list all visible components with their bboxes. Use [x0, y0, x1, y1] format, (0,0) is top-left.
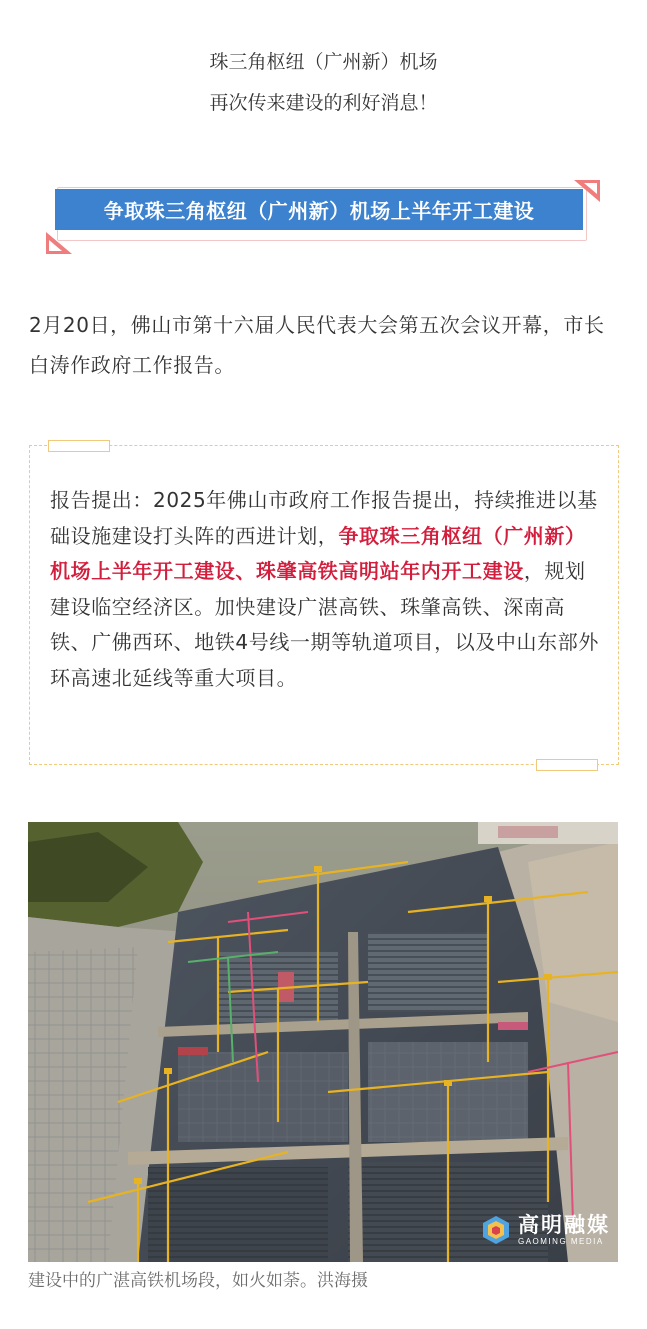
- gaoming-media-logo-icon: [480, 1214, 512, 1246]
- banner-corner-top-right: [572, 178, 602, 206]
- watermark-name: 高明融媒: [518, 1212, 610, 1237]
- watermark: [480, 1214, 610, 1246]
- quote-text-part-2: ，规划建设临空经济区。加快建设广湛高铁、珠肇高铁、深南高铁、广佛西环、地铁4号线一期等轨道项目，以及中山东部外环高速北延线等重大项目。: [50, 559, 599, 690]
- intro-line-1: 珠三角枢纽（广州新）机场: [209, 51, 438, 73]
- banner-corner-bottom-left: [44, 228, 74, 256]
- news-paragraph: 2月20日，佛山市第十六届人民代表大会第五次会议开幕，市长白涛作政府工作报告。: [29, 313, 605, 377]
- intro-text: [0, 42, 647, 124]
- photo-caption: 建设中的广湛高铁机场段，如火如荼。洪海摄: [28, 1271, 368, 1291]
- section-banner: [44, 178, 604, 256]
- quote-box-tab-top: [48, 440, 110, 452]
- watermark-sub: GAOMING MEDIA: [518, 1237, 604, 1246]
- report-quote-text: [50, 483, 600, 696]
- intro-line-2: 再次传来建设的利好消息！: [209, 92, 438, 114]
- construction-photo: [28, 822, 618, 1262]
- quote-highlight: 争取珠三角枢纽（广州新）机场上半年开工建设、珠肇高铁高明站年内开工建设: [50, 523, 586, 583]
- quote-box-tab-bottom: [536, 759, 598, 771]
- quote-text-part-1: 报告提出：2025年佛山市政府工作报告提出，持续推进以基础设施建设打头阵的西进计划，: [50, 488, 598, 548]
- banner-title: 争取珠三角枢纽（广州新）机场上半年开工建设: [55, 189, 583, 230]
